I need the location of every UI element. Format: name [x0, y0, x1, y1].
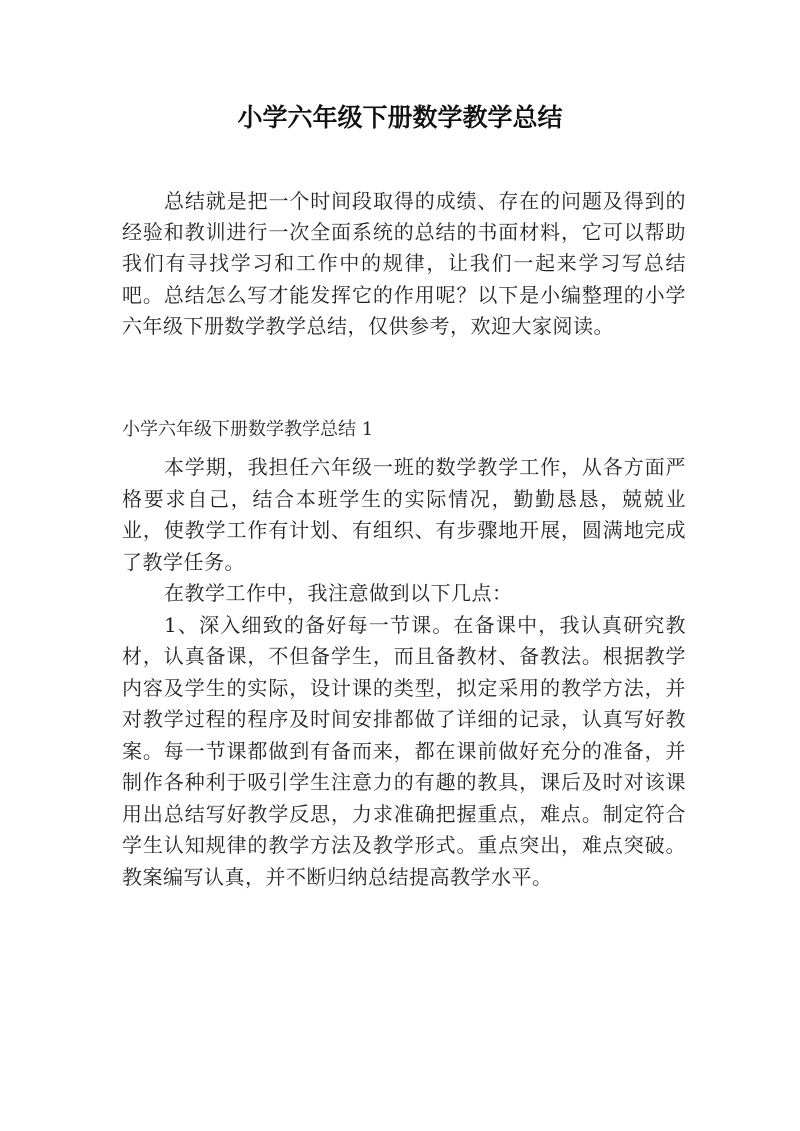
section-body	[122, 452, 686, 893]
document-title: 小学六年级下册数学教学总结	[237, 103, 563, 132]
intro-block	[122, 186, 686, 342]
intro-paragraph: 总结就是把一个时间段取得的成绩、存在的问题及得到的经验和教训进行一次全面系统的总结的书面材料，它可以帮助我们有寻找学习和工作中的规律，让我们一起来学习写总结吧。总结怎么写才能发挥它的作用呢？以下是小编整理的小学六年级下册数学教学总结，仅供参考，欢迎大家阅读。	[122, 189, 686, 338]
body-paragraph-1: 本学期，我担任六年级一班的数学教学工作，从各方面严格要求自己，结合本班学生的实际情况，勤勤恳恳，兢兢业业，使教学工作有计划、有组织、有步骤地开展，圆满地完成了教学任务。	[122, 455, 686, 574]
body-paragraph-2: 在教学工作中，我注意做到以下几点：	[164, 581, 513, 605]
section-heading: 小学六年级下册数学教学总结 1	[122, 419, 374, 440]
body-paragraph-3: 1、深入细致的备好每一节课。在备课中，我认真研究教材，认真备课，不但备学生，而且备教材、备教法。根据教学内容及学生的实际，设计课的类型，拟定采用的教学方法，并对教学过程的程序及时间安排都做了详细的记录，认真写好教案。每一节课都做到有备而来，都在课前做好充分的准备，并制作各种利于吸引学生注意力的有趣的教具，课后及时对该课用出总结写好教学反思，力求准确把握重点，难点。制定符合学生认知规律的教学方法及教学形式。重点突出，难点突破。教案编写认真，并不断归纳总结提高教学水平。	[122, 612, 686, 889]
